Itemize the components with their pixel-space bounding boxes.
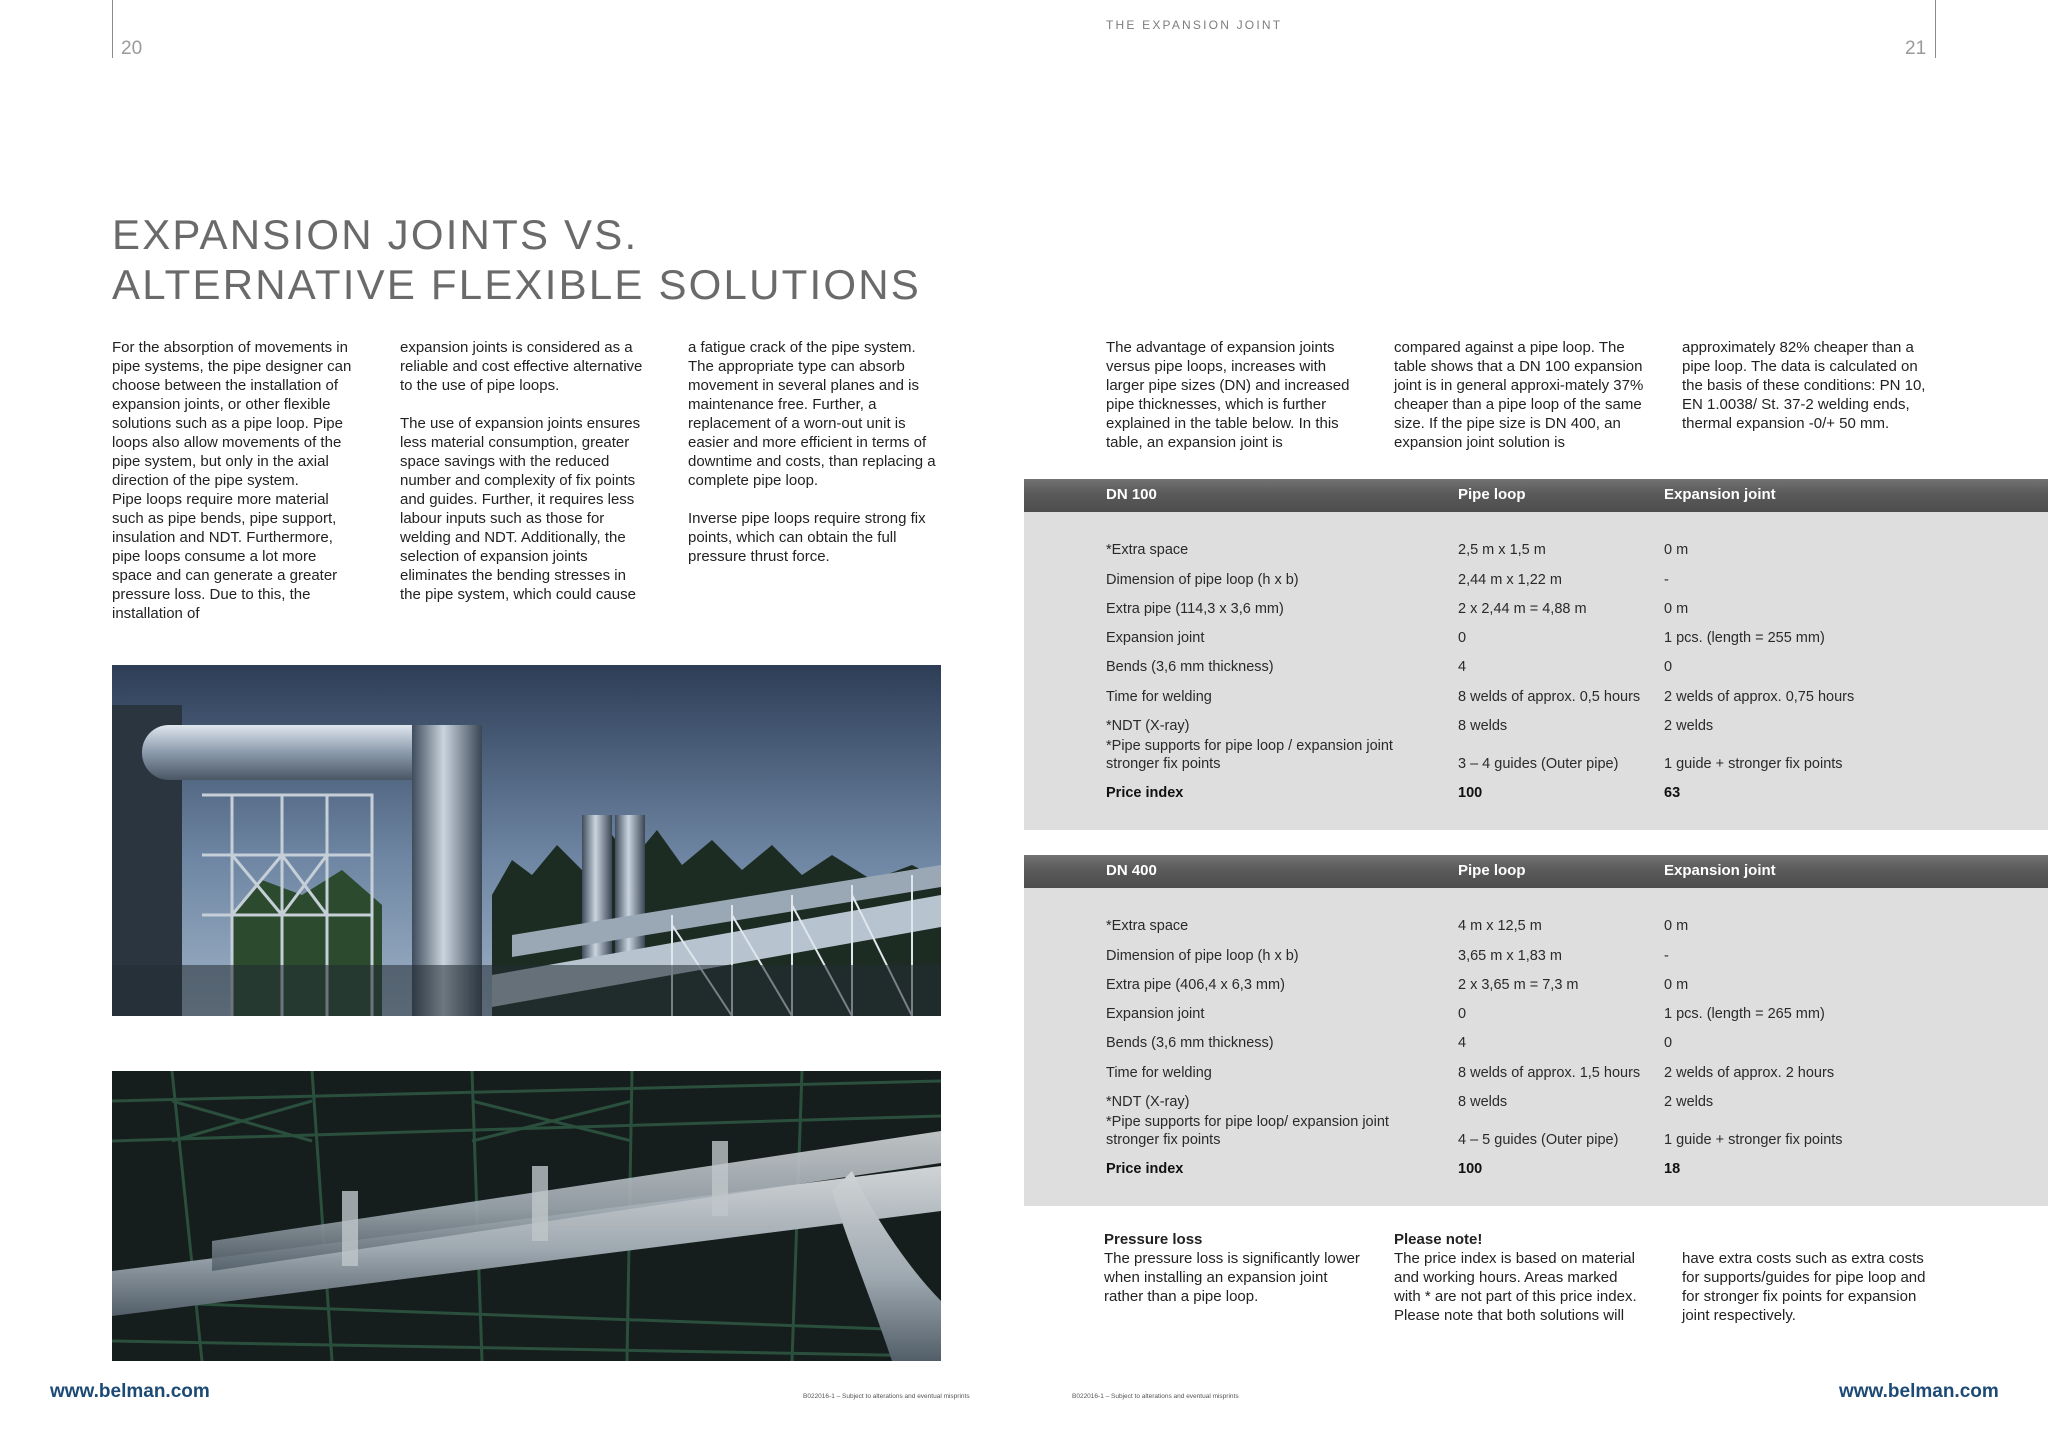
page-title-line-2: ALTERNATIVE FLEXIBLE SOLUTIONS — [112, 261, 921, 308]
left-margin-rule — [112, 0, 113, 58]
expansion-joint-value: 2 welds — [1664, 718, 1714, 735]
expansion-joint-value: 0 — [1664, 659, 1673, 676]
pipe-loop-value: 8 welds — [1458, 718, 1508, 735]
expansion-joint-value: 0 — [1664, 1035, 1673, 1052]
pipe-rack-photo — [112, 1071, 941, 1361]
paragraph: Pipe loops require more material such as pipe bends, pipe support, insulation and NDT. Furthermore, pipe loops consume a lot more space and can generate a greater pressure loss. Due to this, the installation of — [112, 491, 338, 622]
expansion-joint-value: 1 pcs. (length = 255 mm) — [1664, 630, 1825, 647]
paragraph: Inverse pipe loops require strong fix points, which can obtain the full pressure thrust force. — [688, 510, 926, 565]
dn100-comparison-table — [1024, 479, 2048, 830]
right-margin-rule — [1935, 0, 1936, 58]
expansion-joint-value: 0 m — [1664, 600, 1689, 617]
page-title-line-1: EXPANSION JOINTS VS. — [112, 211, 639, 258]
row-label: Price index — [1106, 1161, 1184, 1178]
table-row — [1024, 530, 2048, 559]
row-label: Price index — [1106, 785, 1184, 802]
paragraph: For the absorption of movements in pipe systems, the pipe designer can choose between the installation of expansion joints, or other flexible solutions such as a pipe loop. Pipe loops also allow movements of the pipe system, but only in the axial direction of the pipe system. — [112, 339, 352, 489]
expansion-joint-value: 0 m — [1664, 542, 1689, 559]
row-label: Time for welding — [1106, 1064, 1212, 1081]
table-row — [1024, 559, 2048, 588]
right-text-column-1 — [1106, 338, 1356, 452]
please-note-continuation-text: have extra costs such as extra costs for supports/guides for pipe loop and for stronger fix points for expansion joint respectively. — [1682, 1250, 1926, 1324]
table-header-pipe-loop: Pipe loop — [1458, 486, 1526, 503]
table-header — [1024, 479, 2048, 512]
footer-disclaimer-left: B022016-1 – Subject to alterations and eventual misprints — [803, 1393, 970, 1400]
paragraph: compared against a pipe loop. The table shows that a DN 100 expansion joint is in general approxi-mately 37% cheaper than a pipe loop of the same size. If the pipe size is DN 400, an expansion joint solution is — [1394, 339, 1644, 451]
pipe-loop-value: 2,5 m x 1,5 m — [1458, 542, 1546, 559]
expansion-joint-value: 2 welds of approx. 2 hours — [1664, 1064, 1835, 1081]
expansion-joint-value: 2 welds of approx. 0,75 hours — [1664, 688, 1855, 705]
please-note-title: Please note! — [1394, 1231, 1483, 1248]
table-row — [1024, 647, 2048, 676]
table-row — [1024, 965, 2048, 994]
table-row — [1024, 1052, 2048, 1081]
please-note-continuation — [1682, 1249, 1932, 1325]
left-text-column-1 — [112, 338, 360, 623]
page-title — [112, 210, 921, 310]
price-index-row — [1024, 773, 2048, 802]
table-row — [1024, 1111, 2048, 1149]
industrial-plant-photo — [112, 665, 941, 1016]
table-row — [1024, 618, 2048, 647]
table-header-size: DN 100 — [1106, 486, 1157, 503]
table-header-size: DN 400 — [1106, 862, 1157, 879]
table-header-expansion-joint: Expansion joint — [1664, 486, 1776, 503]
pipe-loop-value: 0 — [1458, 1006, 1467, 1023]
pipe-loop-value: 4 m x 12,5 m — [1458, 918, 1542, 935]
pressure-loss-note — [1104, 1230, 1364, 1306]
pipe-loop-value: 2,44 m x 1,22 m — [1458, 571, 1562, 588]
right-page-number: 21 — [1905, 38, 1927, 59]
pressure-loss-title: Pressure loss — [1104, 1231, 1203, 1248]
row-label: *Extra space — [1106, 918, 1189, 935]
running-title: THE EXPANSION JOINT — [1106, 18, 1283, 32]
please-note-text: The price index is based on material and working hours. Areas marked with * are not part of this price index. Please note that both solutions will — [1394, 1250, 1637, 1324]
please-note — [1394, 1230, 1644, 1325]
expansion-joint-value: - — [1664, 571, 1669, 588]
row-label: *NDT (X-ray) — [1106, 718, 1190, 735]
table-header-expansion-joint: Expansion joint — [1664, 862, 1776, 879]
pipe-loop-value: 100 — [1458, 1161, 1483, 1178]
expansion-joint-value: 18 — [1664, 1161, 1681, 1178]
pipe-loop-value: 0 — [1458, 630, 1467, 647]
expansion-joint-value: 1 guide + stronger fix points — [1664, 756, 1843, 773]
row-label: Dimension of pipe loop (h x b) — [1106, 947, 1299, 964]
row-label: Bends (3,6 mm thickness) — [1106, 659, 1274, 676]
right-text-column-2 — [1394, 338, 1644, 452]
row-label: Expansion joint — [1106, 630, 1205, 647]
paragraph: The advantage of expansion joints versus pipe loops, increases with larger pipe sizes (DN) and increased pipe thicknesses, which is further explained in the table below. In this table, an expansion joint is — [1106, 339, 1350, 451]
row-label: Extra pipe (406,4 x 6,3 mm) — [1106, 976, 1285, 993]
table-row — [1024, 906, 2048, 935]
table-row — [1024, 735, 2048, 773]
row-label: *Pipe supports for pipe loop / expansion joint stronger fix points — [1106, 738, 1393, 773]
dn400-comparison-table — [1024, 855, 2048, 1206]
pipe-loop-value: 4 — [1458, 1035, 1467, 1052]
paragraph: expansion joints is considered as a reliable and cost effective alternative to the use of pipe loops. — [400, 339, 643, 394]
paragraph: The use of expansion joints ensures less material consumption, greater space savings with the reduced number and complexity of fix points and guides. Further, it requires less labour inputs such as those for welding and NDT. Additionally, the selection of expansion joints eliminates the bending stresses in the pipe system, which could cause — [400, 415, 641, 603]
table-row — [1024, 589, 2048, 618]
table-body — [1024, 512, 2048, 802]
table-row — [1024, 994, 2048, 1023]
table-row — [1024, 676, 2048, 705]
table-row — [1024, 706, 2048, 735]
left-page-number: 20 — [121, 38, 143, 59]
pressure-loss-text: The pressure loss is significantly lower when installing an expansion joint rather than a pipe loop. — [1104, 1250, 1360, 1305]
pipe-loop-value: 8 welds of approx. 1,5 hours — [1458, 1064, 1641, 1081]
pipe-loop-value: 4 – 5 guides (Outer pipe) — [1458, 1132, 1619, 1149]
row-label: Extra pipe (114,3 x 3,6 mm) — [1106, 600, 1284, 617]
expansion-joint-value: 0 m — [1664, 918, 1689, 935]
row-label: *Pipe supports for pipe loop/ expansion joint stronger fix points — [1106, 1114, 1389, 1149]
left-text-column-2 — [400, 338, 648, 604]
pipe-loop-value: 100 — [1458, 785, 1483, 802]
expansion-joint-value: 1 pcs. (length = 265 mm) — [1664, 1006, 1825, 1023]
row-label: Bends (3,6 mm thickness) — [1106, 1035, 1274, 1052]
pipe-loop-value: 8 welds of approx. 0,5 hours — [1458, 688, 1641, 705]
pipe-loop-value: 2 x 2,44 m = 4,88 m — [1458, 600, 1587, 617]
row-label: *NDT (X-ray) — [1106, 1094, 1190, 1111]
pipe-loop-value: 3 – 4 guides (Outer pipe) — [1458, 756, 1619, 773]
footer-website-link-left[interactable]: www.belman.com — [50, 1381, 210, 1402]
expansion-joint-value: 1 guide + stronger fix points — [1664, 1132, 1843, 1149]
price-index-row — [1024, 1149, 2048, 1178]
paragraph: approximately 82% cheaper than a pipe loop. The data is calculated on the basis of these conditions: PN 10, EN 1.0038/ St. 37-2 welding ends, thermal expansion -0/+ 50 mm. — [1682, 339, 1926, 432]
table-row — [1024, 1082, 2048, 1111]
right-text-column-3 — [1682, 338, 1932, 433]
table-body — [1024, 888, 2048, 1178]
paragraph: a fatigue crack of the pipe system. The appropriate type can absorb movement in several planes and is maintenance free. Further, a replacement of a worn-out unit is easier and more efficient in terms of downtime and costs, than replacing a complete pipe loop. — [688, 339, 936, 489]
row-label: *Extra space — [1106, 542, 1189, 559]
expansion-joint-value: 2 welds — [1664, 1094, 1714, 1111]
pipe-loop-value: 2 x 3,65 m = 7,3 m — [1458, 976, 1579, 993]
expansion-joint-value: 0 m — [1664, 976, 1689, 993]
expansion-joint-value: - — [1664, 947, 1669, 964]
pipe-loop-value: 8 welds — [1458, 1094, 1508, 1111]
footer-disclaimer-right: B022016-1 – Subject to alterations and eventual misprints — [1072, 1393, 1239, 1400]
row-label: Time for welding — [1106, 688, 1212, 705]
pipe-loop-value: 4 — [1458, 659, 1467, 676]
expansion-joint-value: 63 — [1664, 785, 1681, 802]
row-label: Dimension of pipe loop (h x b) — [1106, 571, 1299, 588]
row-label: Expansion joint — [1106, 1006, 1205, 1023]
table-row — [1024, 1023, 2048, 1052]
table-header — [1024, 855, 2048, 888]
left-text-column-3 — [688, 338, 936, 566]
table-row — [1024, 935, 2048, 964]
pipe-loop-value: 3,65 m x 1,83 m — [1458, 947, 1562, 964]
table-header-pipe-loop: Pipe loop — [1458, 862, 1526, 879]
footer-website-link-right[interactable]: www.belman.com — [1839, 1381, 1999, 1402]
